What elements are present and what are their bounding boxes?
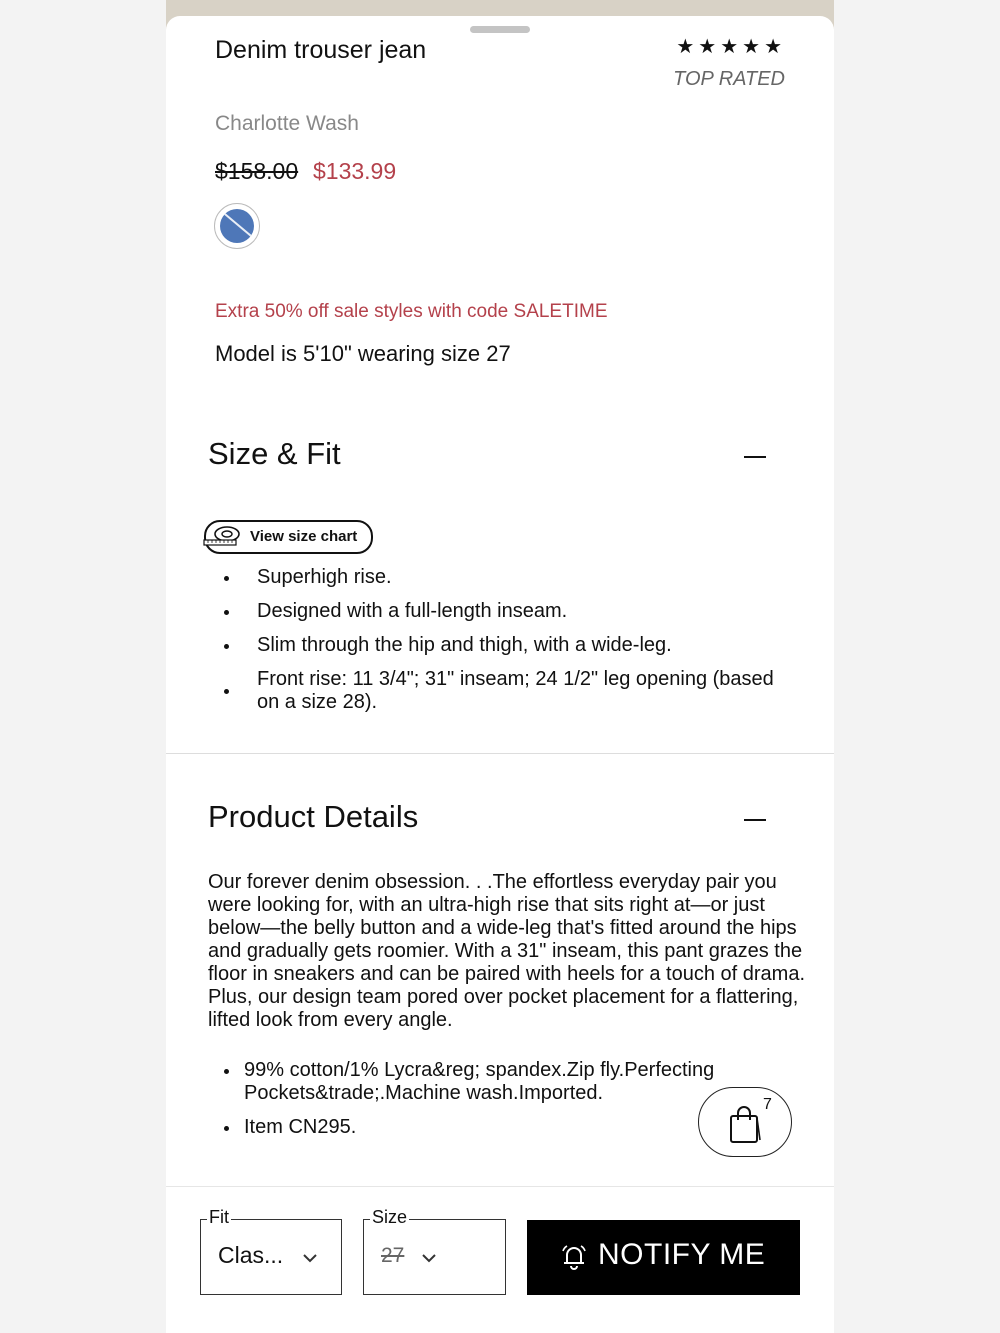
rating-stars[interactable]: ★★★★★	[676, 36, 786, 58]
size-fit-list	[224, 566, 794, 725]
list-item: 99% cotton/1% Lycra&reg; spandex.Zip fly.Perfecting Pockets&trade;.Machine wash.Imported.	[224, 1059, 724, 1105]
collapse-size-fit-icon[interactable]	[744, 456, 766, 458]
list-item: Item CN295.	[224, 1116, 724, 1139]
collapse-product-details-icon[interactable]	[744, 819, 766, 821]
notify-me-button[interactable]	[527, 1220, 800, 1295]
list-item: Superhigh rise.	[224, 566, 794, 589]
chevron-down-icon	[303, 1251, 317, 1265]
original-price: $158.00	[215, 158, 299, 184]
notify-me-label: NOTIFY ME	[598, 1238, 766, 1271]
measuring-tape-icon	[203, 525, 243, 547]
fit-select-value: Clas...	[218, 1242, 284, 1268]
list-item: Slim through the hip and thigh, with a wide-leg.	[224, 634, 794, 657]
sheet-drag-handle[interactable]	[470, 26, 530, 33]
wash-name: Charlotte Wash	[215, 112, 359, 135]
model-info: Model is 5'10" wearing size 27	[215, 341, 511, 366]
shopping-bag-icon	[727, 1104, 763, 1144]
product-sheet	[166, 16, 834, 1333]
view-size-chart-label: View size chart	[250, 528, 358, 545]
size-select[interactable]	[363, 1207, 506, 1295]
promo-message: Extra 50% off sale styles with code SALETIME	[215, 301, 608, 322]
chevron-down-icon	[422, 1251, 436, 1265]
bottom-action-bar	[166, 1186, 834, 1333]
cart-button[interactable]	[698, 1087, 792, 1157]
bell-icon	[559, 1242, 589, 1272]
section-divider	[166, 753, 834, 754]
cart-count-badge: 7	[763, 1096, 772, 1113]
product-title: Denim trouser jean	[215, 36, 427, 64]
size-select-value: 27	[381, 1244, 405, 1267]
list-item: Designed with a full-length inseam.	[224, 600, 794, 623]
top-rated-badge: TOP RATED	[673, 68, 785, 90]
size-fit-heading[interactable]: Size & Fit	[208, 436, 341, 471]
product-details-list	[224, 1059, 724, 1150]
sale-price: $133.99	[313, 158, 397, 184]
product-description: Our forever denim obsession. . .The effortless everyday pair you were looking for, with an ultra-high rise that sits right at—or just below—the belly button and a wide-leg that's fitted around the hips and gradually gets roomier. With a 31" inseam, this pant grazes the floor in sneakers and can be paired with heels for a touch of drama. Plus, our design team pored over pocket placement for a flattering, lifted look from every angle.	[208, 871, 806, 1031]
product-details-heading[interactable]: Product Details	[208, 799, 419, 834]
size-select-label: Size	[372, 1207, 408, 1227]
fit-select[interactable]	[200, 1207, 342, 1295]
swatch-unavailable-icon	[220, 209, 254, 243]
color-swatch[interactable]	[214, 203, 260, 249]
list-item: Front rise: 11 3/4"; 31" inseam; 24 1/2" leg opening (based on a size 28).	[224, 668, 794, 714]
fit-select-label: Fit	[209, 1207, 229, 1227]
view-size-chart-button[interactable]	[204, 520, 373, 554]
